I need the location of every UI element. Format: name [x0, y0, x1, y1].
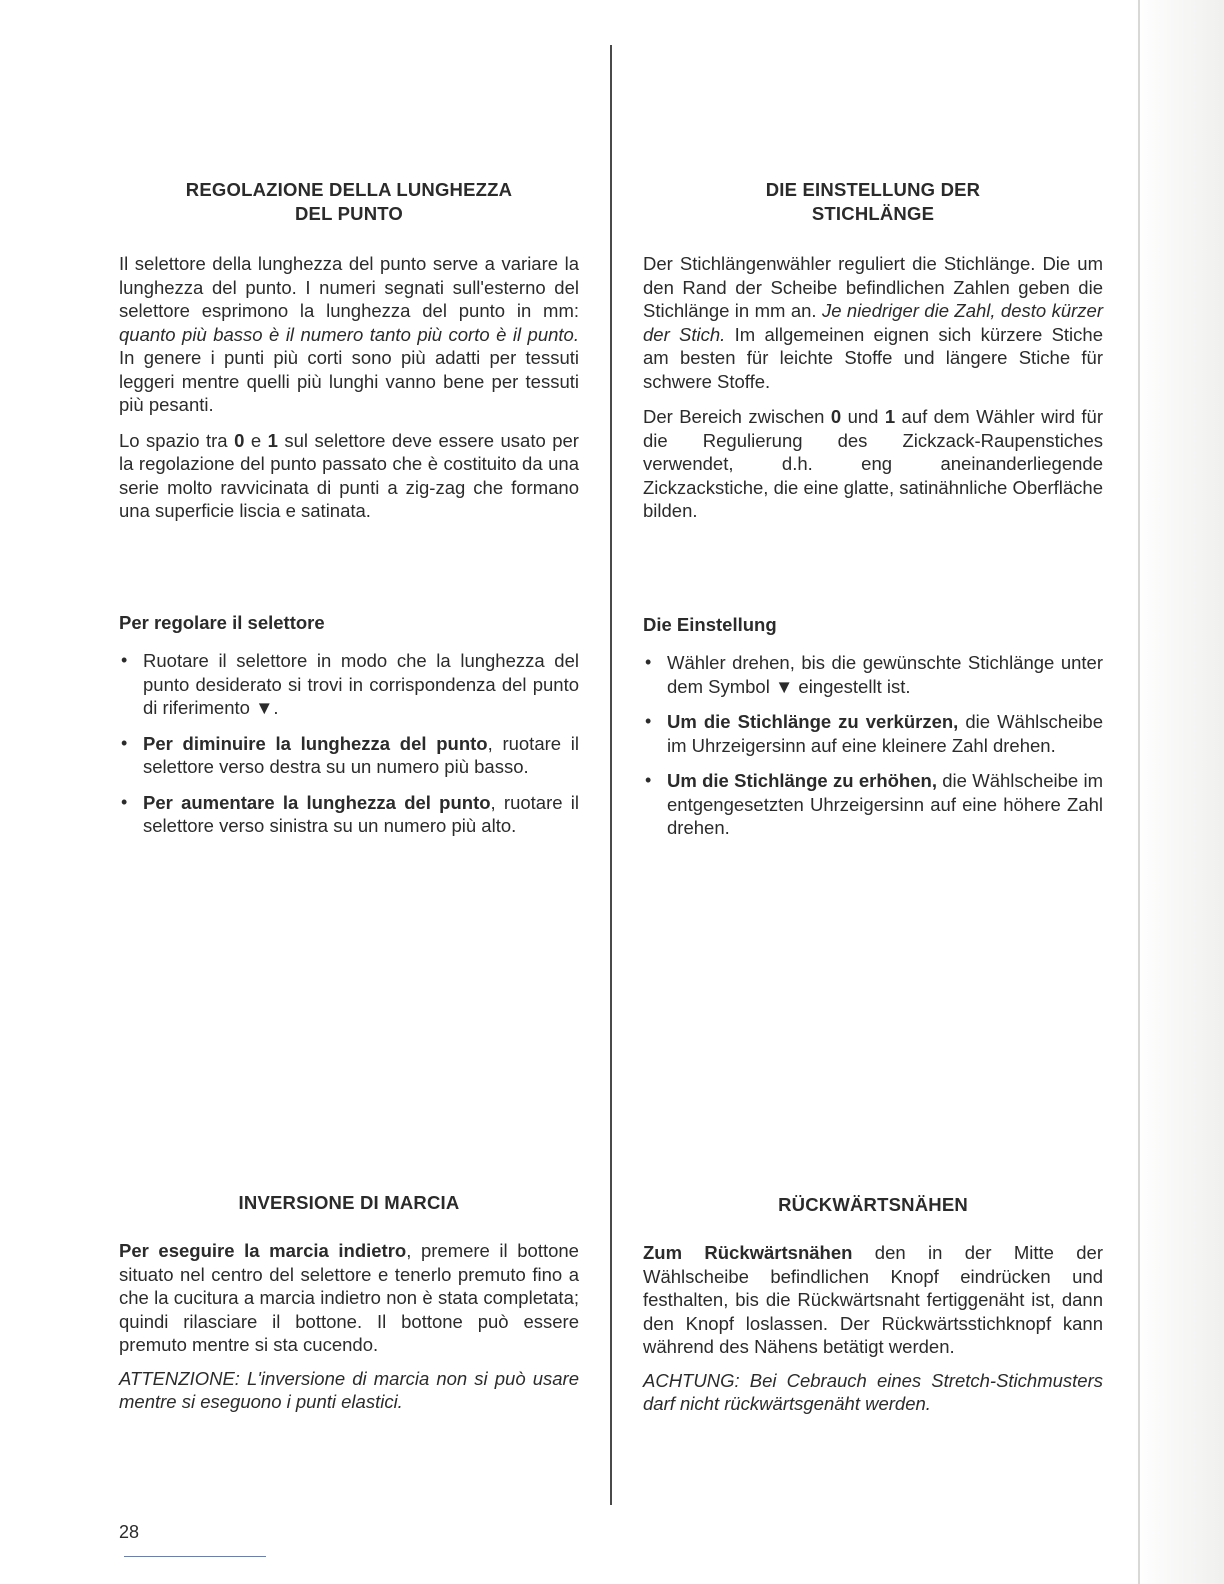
column-divider [610, 45, 612, 1505]
bullet-icon: • [645, 770, 652, 790]
paragraph-stitch-length-intro: Il selettore della lunghezza del punto serve a variare la lunghezza del punto. I numeri segnati sull'esterno del selettore esprimono la lunghezza del punto in mm: quanto più basso è il numero tanto più corto è il punto. In genere i punti più corti sono più adatti per tessuti leggeri mentre quelli più lunghi vanno bene per tessuti più pesanti. [119, 253, 579, 415]
section-title-rueckwaertsnaehen: RÜCKWÄRTSNÄHEN [778, 1194, 968, 1215]
subtitle-die-einstellung: Die Einstellung [643, 614, 777, 635]
paragraph-reverse-instructions: Zum Rückwärtsnähen den in der Mitte der Wählscheibe befindlichen Knopf eindrücken und festhalten, bis die Rückwärtsnaht fertiggenäht ist, dann den Knopf loslassen. Der Rückwärtsstichknopf kann während des Nähens betätigt werden. [643, 1242, 1103, 1357]
page-edge-line [1138, 0, 1140, 1584]
list-item: • Um die Stichlänge zu erhöhen, die Wählscheibe im entgengesetzten Uhrzeigersinn auf eine höhere Zahl drehen. [645, 770, 1103, 838]
page-number: 28 [119, 1522, 140, 1542]
warning-note: ACHTUNG: Bei Cebrauch eines Stretch-Stichmusters darf nicht rückwärtsgenäht werden. [643, 1369, 1103, 1414]
bullet-icon: • [121, 791, 128, 812]
bullet-icon: • [121, 732, 128, 753]
list-item: • Um die Stichlänge zu verkürzen, die Wählscheibe im Uhrzeigersinn auf eine kleinere Zahl drehen. [645, 711, 1103, 756]
instruction-list [119, 649, 579, 838]
german-reverse-section [643, 1193, 1103, 1416]
list-item: • Wähler drehen, bis die gewünschte Stichlänge unter dem Symbol ▼ eingestellt ist. [645, 652, 1103, 697]
list-item: • Ruotare il selettore in modo che la lunghezza del punto desiderato si trovi in corrispondenza del punto di riferimento ▼. [121, 650, 579, 718]
italian-stitch-length-section [119, 178, 579, 523]
section-title-inversione: INVERSIONE DI MARCIA [238, 1192, 460, 1213]
list-item: • Per diminuire la lunghezza del punto, ruotare il selettore verso destra su un numero più basso. [121, 732, 579, 777]
list-item: • Per aumentare la lunghezza del punto, ruotare il selettore verso sinistra su un numero più alto. [121, 791, 579, 836]
paragraph-satin-stitch: Lo spazio tra 0 e 1 sul selettore deve essere usato per la regolazione del punto passato che è costituito da una serie molto ravvicinata di punti a zig-zag che formano una superficie liscia e satinata. [119, 429, 579, 521]
italian-adjust-section [119, 611, 579, 838]
page-edge-shadow [1134, 0, 1224, 1584]
paragraph-satin-stitch: Der Bereich zwischen 0 und 1 auf dem Wähler wird für die Regulierung des Zickzack-Raupenstiches verwendet, d.h. eng aneinanderliegende Zickzackstiche, die eine glatte, satinähnliche Oberfläche bilden. [643, 406, 1103, 521]
instruction-list [643, 651, 1103, 840]
paragraph-stitch-length-intro: Der Stichlängenwähler reguliert die Stichlänge. Die um den Rand der Scheibe befindlichen Zahlen geben die Stichlänge in mm an. Je niedriger die Zahl, desto kürzer der Stich. Im allgemeinen eignen sich kürzere Stiche am besten für leichte Stoffe und längere Stiche für schwere Stoffe. [643, 253, 1103, 392]
paragraph-reverse-instructions: Per eseguire la marcia indietro, premere il bottone situato nel centro del selettore e tenerlo premuto fino a che la cucitura a marcia indietro non è stata completata; quindi rilasciare il bottone. Il bottone può essere premuto mentre si sta cucendo. [119, 1240, 579, 1355]
bullet-icon: • [645, 711, 652, 731]
subtitle-per-regolare: Per regolare il selettore [119, 612, 325, 633]
warning-note: ATTENZIONE: L'inversione di marcia non si può usare mentre si eseguono i punti elastici. [119, 1367, 579, 1412]
german-adjust-section [643, 613, 1103, 840]
section-title-german-stitch-length: DIE EINSTELLUNG DER STICHLÄNGE [765, 179, 981, 224]
bullet-icon: • [645, 652, 652, 672]
blue-underline-decoration [124, 1556, 266, 1557]
bullet-icon: • [121, 650, 128, 670]
german-stitch-length-section [643, 178, 1103, 523]
section-title-italian-stitch-length: REGOLAZIONE DELLA LUNGHEZZA DEL PUNTO [185, 179, 513, 224]
italian-reverse-section [119, 1191, 579, 1414]
